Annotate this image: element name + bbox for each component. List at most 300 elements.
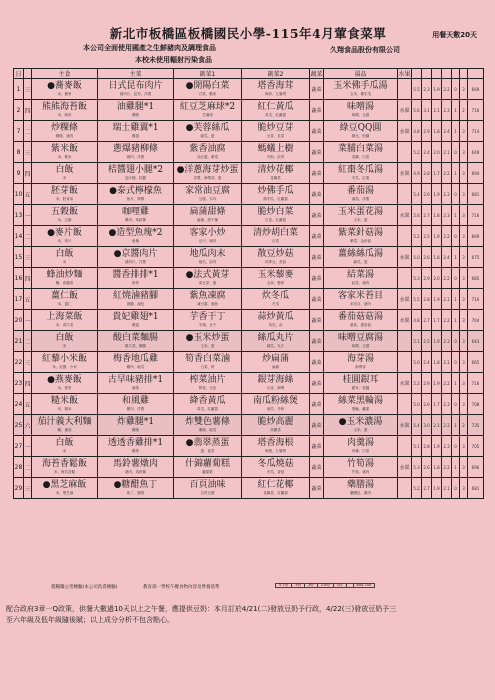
staple-cell-ingredients: 粿條、豬肉 xyxy=(55,134,74,138)
nutrition-cell: 1.7 xyxy=(432,394,442,415)
column-header xyxy=(432,69,442,79)
nutrition-cell: 4.8 xyxy=(412,310,422,331)
nutrition-cell: 2.2 xyxy=(442,163,452,184)
vegetable-cell: 蔬菜 xyxy=(310,394,324,415)
side-dish-2-cell-ingredients: 豆芽、韭菜 xyxy=(266,134,285,138)
nutrition-cell: 1.7 xyxy=(432,163,442,184)
side-dish-1-cell xyxy=(174,373,242,394)
main-dish-cell-ingredients: 魚塊 xyxy=(132,239,139,243)
column-header: 水果 xyxy=(398,69,412,79)
side-dish-2-cell xyxy=(242,289,310,310)
weekday-cell: 二 xyxy=(24,457,32,478)
nutrition-cell: 3 xyxy=(460,394,468,415)
fruit-cell: 水果 xyxy=(398,310,412,331)
main-dish-cell-text: 和風雞 xyxy=(121,396,149,406)
soup-cell xyxy=(324,268,398,289)
main-dish-cell xyxy=(98,268,174,289)
side-dish-1-cell xyxy=(174,79,242,100)
side-dish-1-cell xyxy=(174,268,242,289)
nutrition-cell: 5.0 xyxy=(412,352,422,373)
side-dish-2-cell-text: 塔香海茸 xyxy=(257,81,294,91)
table-row xyxy=(14,100,484,121)
soup-cell xyxy=(324,142,398,163)
side-dish-2-cell xyxy=(242,247,310,268)
soup-cell-text: ●玉米濃湯 xyxy=(338,417,383,427)
day-cell: 25 xyxy=(14,415,24,436)
calorie-cell: 716 xyxy=(468,100,484,121)
main-dish-cell-text: 油雞腿*1 xyxy=(116,102,155,112)
side-dish-2-cell-ingredients: 絲瓜、丸片 xyxy=(266,344,285,348)
side-dish-1-cell-ingredients: 榨菜、豆包 xyxy=(198,386,217,390)
side-dish-2-cell xyxy=(242,121,310,142)
soup-cell xyxy=(324,352,398,373)
subtitle-block xyxy=(13,42,483,68)
nutrition-cell: 2.3 xyxy=(442,436,452,457)
nutrition-cell: 2.0 xyxy=(432,142,442,163)
nutrition-cell: 5.4 xyxy=(412,415,422,436)
vegetable-cell: 蔬菜 xyxy=(310,478,324,499)
side-dish-1-cell-ingredients: 地瓜、絞肉 xyxy=(198,260,217,264)
day-cell: 22 xyxy=(14,352,24,373)
staple-cell-text: 茄汁義大利麵 xyxy=(37,417,92,427)
staple-cell xyxy=(32,100,98,121)
main-dish-cell-ingredients: 翅小腿、桔醬 xyxy=(125,176,146,180)
staple-cell-ingredients: 米、海苔 xyxy=(57,113,72,117)
nutrition-cell: 2.6 xyxy=(422,184,432,205)
staple-cell xyxy=(32,142,98,163)
staple-cell-text: 薑仁飯 xyxy=(50,291,78,301)
table-row xyxy=(14,121,484,142)
soup-cell xyxy=(324,226,398,247)
vegetable-cell: 蔬菜 xyxy=(310,79,324,100)
nutrition-cell: 5.4 xyxy=(412,184,422,205)
soup-cell xyxy=(324,289,398,310)
weekday-cell: 五 xyxy=(24,289,32,310)
side-dish-2-cell-ingredients: 黃瓜、紅蘿蔔 xyxy=(265,113,286,117)
side-dish-2-cell-ingredients: 豆芽、海帶 xyxy=(266,386,285,390)
nutrition-cell: 2.9 xyxy=(422,373,432,394)
side-dish-1-cell xyxy=(174,310,242,331)
soup-cell-ingredients: 菜脯、白菜 xyxy=(351,155,370,159)
staple-cell-text: 紅藜小米飯 xyxy=(41,354,87,364)
side-dish-1-cell-text: 地瓜肉末 xyxy=(189,249,226,259)
vegetable-cell: 蔬菜 xyxy=(310,373,324,394)
staple-cell xyxy=(32,205,98,226)
main-dish-cell-text: 透透香雞排*1 xyxy=(107,438,164,448)
vegetable-cell: 蔬菜 xyxy=(310,226,324,247)
vegetable-cell: 蔬菜 xyxy=(310,121,324,142)
side-dish-1-cell xyxy=(174,331,242,352)
main-dish-cell-text: 桔醬翅小腿*2 xyxy=(107,165,164,175)
main-dish-cell-text: 咖哩雞 xyxy=(121,207,149,217)
side-dish-1-cell-text: 客家小炒 xyxy=(189,228,226,238)
nutrition-cell: 2.2 xyxy=(442,226,452,247)
soup-cell-ingredients: 銀耳、桂圓 xyxy=(351,386,370,390)
fruit-cell xyxy=(398,226,412,247)
company-name: 久翔食品股份有限公司 xyxy=(330,46,400,54)
day-cell: 24 xyxy=(14,394,24,415)
side-dish-1-cell-ingredients: 豆干、豬肉 xyxy=(198,239,217,243)
nutrition-cell: 3 xyxy=(460,289,468,310)
weekday-cell: 三 xyxy=(24,247,32,268)
table-row xyxy=(14,184,484,205)
main-dish-cell xyxy=(98,373,174,394)
day-cell: 16 xyxy=(14,268,24,289)
side-dish-2-cell-ingredients: 白菜、紅蘿蔔 xyxy=(265,218,286,222)
fruit-cell xyxy=(398,436,412,457)
calorie-cell: 716 xyxy=(468,205,484,226)
side-dish-1-cell-ingredients: 白菜、筍 xyxy=(200,365,215,369)
staple-cell xyxy=(32,121,98,142)
day-cell: 29 xyxy=(14,478,24,499)
vegetable-cell: 蔬菜 xyxy=(310,163,324,184)
nutrition-cell: 2.5 xyxy=(422,226,432,247)
nutrition-cell: 2.2 xyxy=(442,79,452,100)
main-dish-cell xyxy=(98,436,174,457)
soup-cell-text: 紫菜針菇湯 xyxy=(337,228,383,238)
nutrition-cell: 1.9 xyxy=(432,226,442,247)
nutrition-cell: 5.3 xyxy=(412,457,422,478)
soup-cell-ingredients: 冬瓜、紅棗 xyxy=(351,176,370,180)
standard-cell: 1份 xyxy=(333,584,346,588)
side-dish-1-cell-text: 什錦蘿蔔糕 xyxy=(184,459,230,469)
standard-cell: 650-750 xyxy=(353,584,375,588)
side-dish-2-cell-text: 炒佛手瓜 xyxy=(257,186,294,196)
nutrition-cell: 5.1 xyxy=(412,331,422,352)
side-dish-1-cell-ingredients: 洋蔥、海帶芽、蛋 xyxy=(193,176,222,180)
nutrition-cell: 5.5 xyxy=(412,289,422,310)
footer-line-2: 至六年級及低年級隨後賦；以上成分分析不包含點心。 xyxy=(6,616,174,624)
column-header xyxy=(412,69,422,79)
side-dish-2-cell-text: 南瓜粉絲煲 xyxy=(252,396,298,406)
staple-cell xyxy=(32,457,98,478)
staple-cell-text: 白飯 xyxy=(55,333,74,343)
staple-cell-text: 白飯 xyxy=(55,165,74,175)
table-header xyxy=(14,69,484,79)
table-row xyxy=(14,394,484,415)
soup-cell-text: 紅棗冬瓜湯 xyxy=(337,165,383,175)
nutrition-cell: 2.3 xyxy=(442,331,452,352)
meal-days: 用餐天數20天 xyxy=(432,31,477,39)
column-header: 副菜2 xyxy=(242,69,310,79)
main-dish-cell-ingredients: 豬肉片、昆布、洋蔥 xyxy=(119,92,152,96)
table-row xyxy=(14,247,484,268)
side-dish-2-cell-ingredients: 黃瓜、蒜 xyxy=(268,323,283,327)
side-dish-1-cell-text: 扁蒲甜條 xyxy=(189,207,226,217)
side-dish-1-cell-text: 芋香干丁 xyxy=(189,312,226,322)
side-dish-2-cell-text: 紅仁花椰 xyxy=(257,480,294,490)
staple-cell xyxy=(32,373,98,394)
fruit-cell xyxy=(398,184,412,205)
standard-cell: 2份 xyxy=(304,584,317,588)
main-dish-cell xyxy=(98,457,174,478)
main-dish-cell-text: 蔥爆豬柳條 xyxy=(112,144,158,154)
calorie-cell: 694 xyxy=(468,163,484,184)
side-dish-2-cell-text: 脆炒高麗 xyxy=(257,417,294,427)
soup-cell-ingredients: 番茄、洋蔥 xyxy=(351,197,370,201)
table-row xyxy=(14,352,484,373)
nutrition-cell: 1 xyxy=(452,373,460,394)
footer-line-1: 配合政府3章一Q政策，供餐大數過10天以上之午餐，應提供豆奶：本月訂於4/21(二)發放豆奶予行政，4/22(三)發放豆奶予三 xyxy=(6,605,397,613)
side-dish-2-cell-text: 紅仁黃瓜 xyxy=(257,102,294,112)
staple-cell-text: 胚芽飯 xyxy=(50,186,78,196)
day-cell: 2 xyxy=(14,100,24,121)
table-row xyxy=(14,415,484,436)
nutrition-cell: 2.2 xyxy=(442,268,452,289)
vegetable-cell: 蔬菜 xyxy=(310,289,324,310)
staple-cell xyxy=(32,478,98,499)
side-dish-2-cell xyxy=(242,142,310,163)
side-dish-2-cell-ingredients: 佛手瓜、紅蘿蔔 xyxy=(263,197,288,201)
nutrition-cell: 2.1 xyxy=(442,478,452,499)
soup-cell-text: 竹筍湯 xyxy=(346,459,374,469)
side-dish-1-cell-ingredients: 油豆腐、紫菜 xyxy=(197,155,218,159)
nutrition-cell: 0 xyxy=(452,79,460,100)
staple-cell-text: 上海菜飯 xyxy=(46,312,83,322)
main-dish-cell-ingredients: 豬腳、滷包 xyxy=(126,302,145,306)
nutrition-cell: 2.3 xyxy=(442,394,452,415)
main-dish-cell-text: 炸雞腿*1 xyxy=(116,417,155,427)
nutrition-cell: 2.3 xyxy=(442,205,452,226)
side-dish-2-cell-text: 玉米藜麥 xyxy=(257,270,294,280)
staple-cell-text: 紫米飯 xyxy=(50,144,78,154)
side-dish-2-cell xyxy=(242,163,310,184)
soup-cell-text: 海芽湯 xyxy=(346,354,374,364)
column-header xyxy=(460,69,468,79)
weekday-cell: 四 xyxy=(24,373,32,394)
day-cell: 17 xyxy=(14,289,24,310)
weekday-cell: 二 xyxy=(24,121,32,142)
day-cell: 15 xyxy=(14,247,24,268)
main-dish-cell-ingredients: 酸白菜、麵腸 xyxy=(125,344,146,348)
soup-cell xyxy=(324,79,398,100)
nutrition-cell: 2 xyxy=(460,100,468,121)
column-header xyxy=(452,69,460,79)
soup-cell-text: 味噌湯 xyxy=(346,102,374,112)
nutrition-cell: 0 xyxy=(452,268,460,289)
nutrition-cell: 0 xyxy=(452,436,460,457)
inspection-note: 農糧藥公害檢驗 xyxy=(51,585,83,590)
nutrition-cell: 1.8 xyxy=(432,247,442,268)
main-dish-cell xyxy=(98,394,174,415)
soup-cell-ingredients: 絲瓜、薑 xyxy=(353,260,368,264)
soup-cell xyxy=(324,100,398,121)
standard-cell xyxy=(346,584,353,588)
main-dish-cell-text: ●泰式檸檬魚 xyxy=(109,186,162,196)
vegetable-cell: 蔬菜 xyxy=(310,142,324,163)
side-dish-2-cell xyxy=(242,184,310,205)
staple-cell-text: ●蕎麥飯 xyxy=(47,81,82,91)
page-title: 新北市板橋區板橋國民小學-115年4月葷食菜單 xyxy=(109,26,387,41)
staple-cell xyxy=(32,394,98,415)
calorie-cell: 716 xyxy=(468,289,484,310)
staple-cell-text: 白飯 xyxy=(55,249,74,259)
calorie-cell: 675 xyxy=(468,247,484,268)
side-dish-1-cell-text: 百頁油味 xyxy=(189,480,226,490)
side-dish-2-cell-ingredients: 扁蒲 xyxy=(272,365,279,369)
nutrition-cell: 2.1 xyxy=(432,100,442,121)
vegetable-cell: 蔬菜 xyxy=(310,205,324,226)
side-dish-2-cell-ingredients: 南瓜、冬粉 xyxy=(266,407,285,411)
soup-cell-ingredients: 藥膳包、雞肉 xyxy=(350,491,371,495)
calorie-cell: 669 xyxy=(468,79,484,100)
side-dish-2-cell-text: 炊冬瓜 xyxy=(261,291,289,301)
column-header: 主菜 xyxy=(98,69,174,79)
standard-cell: 2.5份 xyxy=(317,584,333,588)
soup-cell-ingredients: 海帶芽 xyxy=(355,365,366,369)
side-dish-2-cell xyxy=(242,457,310,478)
side-dish-1-cell-text: 家常油豆腐 xyxy=(184,186,230,196)
main-dish-cell xyxy=(98,142,174,163)
main-dish-cell-ingredients: 排骨 xyxy=(132,281,139,285)
table-row xyxy=(14,457,484,478)
side-dish-1-cell-ingredients: 豆腐、木耳 xyxy=(198,197,217,201)
table-row xyxy=(14,289,484,310)
fruit-cell: 水果 xyxy=(398,100,412,121)
main-dish-cell xyxy=(98,205,174,226)
staple-cell-ingredients: 米、薑仁 xyxy=(57,302,72,306)
soup-cell xyxy=(324,394,398,415)
side-dish-2-cell-ingredients: 白菜 xyxy=(272,239,279,243)
side-dish-2-cell-text: 脆炒白菜 xyxy=(257,207,294,217)
main-dish-cell-ingredients: 豬肉、馬鈴薯 xyxy=(125,470,146,474)
nutrition-cell: 1 xyxy=(452,121,460,142)
soup-cell-ingredients: 玉米、佛手瓜 xyxy=(350,92,371,96)
staple-cell xyxy=(32,436,98,457)
weekday-cell: 一 xyxy=(24,205,32,226)
side-dish-2-cell xyxy=(242,373,310,394)
side-dish-1-cell xyxy=(174,226,242,247)
side-dish-2-cell-text: 蒜炒黃瓜 xyxy=(257,312,294,322)
bottom-block xyxy=(13,583,483,595)
side-dish-1-cell xyxy=(174,436,242,457)
vegetable-cell: 蔬菜 xyxy=(310,415,324,436)
main-dish-cell-text: 梅香地瓜雞 xyxy=(112,354,158,364)
bottom-notes xyxy=(13,583,483,595)
nutrition-cell: 5.2 xyxy=(412,373,422,394)
nutrition-cell: 1.8 xyxy=(432,352,442,373)
nutrition-cell: 3 xyxy=(460,205,468,226)
staple-cell-text: 白飯 xyxy=(55,438,74,448)
staple-cell-ingredients: 米、紫米 xyxy=(57,155,72,159)
main-dish-cell xyxy=(98,352,174,373)
fruit-cell: 水果 xyxy=(398,205,412,226)
nutrition-cell: 0 xyxy=(452,226,460,247)
nutrition-cell: 2.4 xyxy=(422,352,432,373)
side-dish-2-cell-text: 脆炒豆芽 xyxy=(257,123,294,133)
calorie-cell: 665 xyxy=(468,352,484,373)
side-dish-1-cell-ingredients: 凍豆腐、柴魚 xyxy=(197,302,218,306)
nutrition-cell: 3 xyxy=(460,457,468,478)
side-dish-2-cell xyxy=(242,415,310,436)
table-body xyxy=(14,79,484,499)
nutrition-cell: 5.6 xyxy=(412,100,422,121)
nutrition-cell: 0 xyxy=(452,142,460,163)
staple-cell xyxy=(32,352,98,373)
nutrition-cell: 2.6 xyxy=(422,247,432,268)
side-dish-2-cell-text: 散豆炒菇 xyxy=(257,249,294,259)
vegetable-cell: 蔬菜 xyxy=(310,310,324,331)
day-cell: 27 xyxy=(14,436,24,457)
side-dish-2-cell xyxy=(242,436,310,457)
calorie-cell: 643 xyxy=(468,331,484,352)
side-dish-1-cell-text: 紫香油腐 xyxy=(189,144,226,154)
nutrition-cell: 2.3 xyxy=(422,79,432,100)
soup-cell-ingredients: 肉羹、白菜 xyxy=(351,449,370,453)
nutrition-cell: 1 xyxy=(452,457,460,478)
nutrition-cell: 2.4 xyxy=(442,121,452,142)
soup-cell xyxy=(324,121,398,142)
calorie-cell: 649 xyxy=(468,142,484,163)
side-dish-1-cell-ingredients: 蘿蔔糕 xyxy=(202,470,213,474)
soup-cell-ingredients: 番茄、鴻喜菇 xyxy=(350,323,371,327)
staple-cell-text: ●燕麥飯 xyxy=(47,375,82,385)
vegetable-cell: 蔬菜 xyxy=(310,100,324,121)
main-dish-cell-ingredients: 豬排 xyxy=(132,386,139,390)
day-cell: 23 xyxy=(14,373,24,394)
main-dish-cell-text: ●糖醋魚丁 xyxy=(113,480,158,490)
calorie-cell: 716 xyxy=(468,373,484,394)
side-dish-2-cell xyxy=(242,352,310,373)
side-dish-1-cell-text: ●玉米炒蛋 xyxy=(185,333,230,343)
nutrition-cell: 2.7 xyxy=(422,478,432,499)
nutrition-cell: 2.4 xyxy=(422,142,432,163)
side-dish-1-cell-text: 紅豆芝麻球*2 xyxy=(179,102,236,112)
staple-cell xyxy=(32,226,98,247)
side-dish-2-cell xyxy=(242,100,310,121)
weekday-cell: 五 xyxy=(24,394,32,415)
fruit-cell: 水果 xyxy=(398,373,412,394)
nutrition-cell: 3.1 xyxy=(422,100,432,121)
side-dish-1-cell xyxy=(174,352,242,373)
soup-cell-ingredients: 紫菜、金針菇 xyxy=(350,239,371,243)
main-dish-cell-text: 古早味豬排*1 xyxy=(107,375,164,385)
staple-cell-ingredients: 米、麥片 xyxy=(57,239,72,243)
nutrition-cell: 3 xyxy=(460,184,468,205)
fruit-cell xyxy=(398,331,412,352)
nutrition-cell: 2.7 xyxy=(422,205,432,226)
soup-cell-text: 客家米苔目 xyxy=(337,291,383,301)
side-dish-2-cell-ingredients: 海根、九層塔 xyxy=(265,449,286,453)
side-dish-1-cell-ingredients: 黃瓜、紅蘿蔔 xyxy=(197,407,218,411)
side-dish-1-cell xyxy=(174,247,242,268)
staple-cell-text: 熊熊海苔飯 xyxy=(41,102,87,112)
vegetable-cell: 蔬菜 xyxy=(310,184,324,205)
side-dish-2-cell-ingredients: 冬瓜、香菇 xyxy=(266,470,285,474)
nutrition-cell: 2.1 xyxy=(432,415,442,436)
day-cell: 8 xyxy=(14,142,24,163)
nutrition-cell: 5.3 xyxy=(412,268,422,289)
nutrition-cell: 3 xyxy=(460,79,468,100)
table-row xyxy=(14,310,484,331)
soup-cell-text: 菜脯白菜湯 xyxy=(337,144,383,154)
side-dish-2-cell-ingredients: 海茸、九層塔 xyxy=(265,92,286,96)
staple-cell xyxy=(32,79,98,100)
nutrition-cell: 3 xyxy=(460,352,468,373)
nutrition-cell: 0 xyxy=(452,394,460,415)
main-dish-cell-ingredients: 雞肉、洋蔥 xyxy=(126,407,145,411)
soup-cell-text: 玉米佛手瓜湯 xyxy=(333,81,388,91)
soup-cell xyxy=(324,247,398,268)
staple-cell-ingredients: 米 xyxy=(62,176,67,180)
main-dish-cell-ingredients: 雞翅 xyxy=(132,323,139,327)
staple-cell-ingredients: 米、五穀 xyxy=(57,218,72,222)
nutrition-cell: 2.5 xyxy=(422,331,432,352)
side-dish-2-cell-ingredients: 四季豆、香菇 xyxy=(265,260,286,264)
main-dish-cell xyxy=(98,247,174,268)
day-cell: 9 xyxy=(14,163,24,184)
nutrition-cell: 0 xyxy=(452,184,460,205)
